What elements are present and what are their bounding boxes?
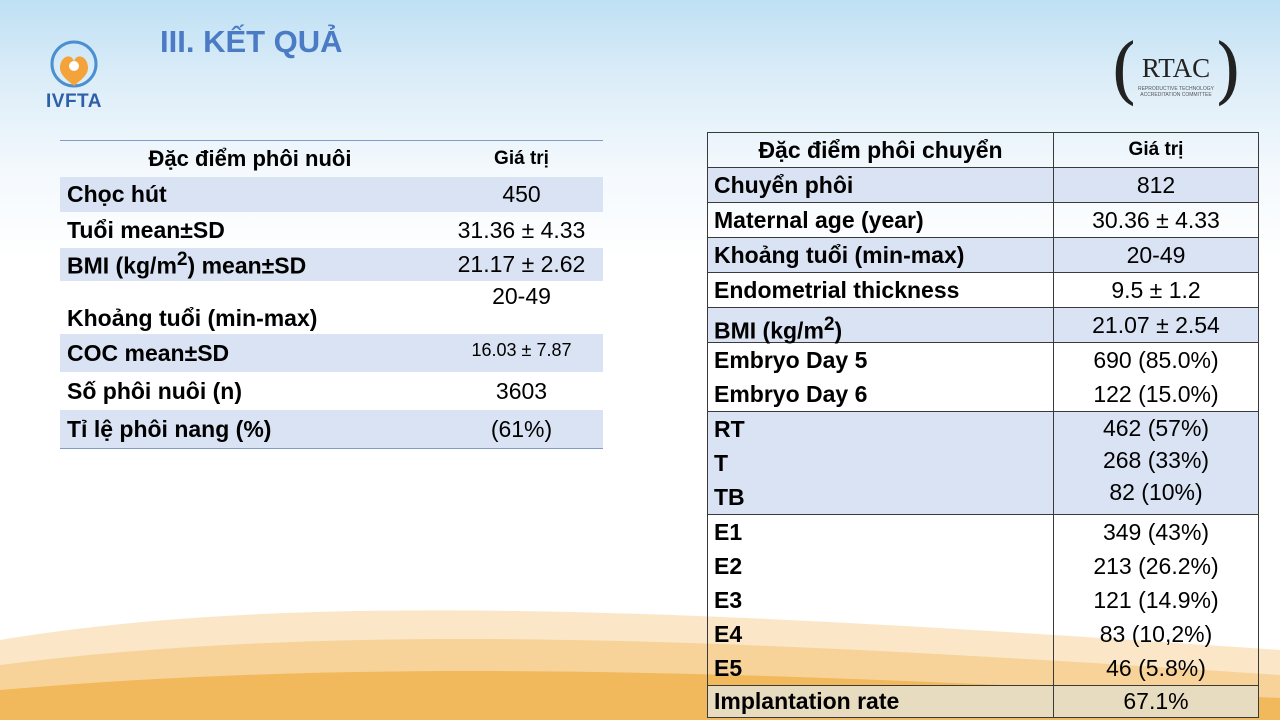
row-label: BMI $(kg/m^2)$ (708, 308, 1054, 343)
row-value: 30.36 ± 4.33 (1054, 203, 1259, 238)
row-label: Tỉ lệ phôi nang (%) (67, 415, 272, 442)
row-label: Implantation rate (708, 686, 1054, 718)
table-header-row (60, 141, 603, 177)
row-label: Khoảng tuổi (min-max) (67, 305, 318, 331)
page-title: III. KẾT QUẢ (160, 24, 343, 59)
table-row (708, 273, 1259, 308)
row-label: Chọc hút (67, 181, 167, 207)
table-row (60, 177, 603, 212)
table-row (60, 281, 603, 334)
row-value: 9.5 ± 1.2 (1054, 273, 1259, 308)
header-value: Giá trị (494, 148, 549, 169)
row-value: 812 (1054, 168, 1259, 203)
transferred-embryo-table (707, 132, 1259, 718)
header-value: Giá trị (1054, 133, 1259, 168)
rtac-subtitle: REPRODUCTIVE TECHNOLOGY ACCREDITATION COMMITTEE (1137, 86, 1215, 98)
header-label: Đặc điểm phôi nuôi (148, 146, 352, 171)
row-value: 3603 (495, 377, 548, 404)
table-row (708, 168, 1259, 203)
table-row (708, 238, 1259, 273)
table-row (60, 410, 603, 448)
row-label: Embryo Day 5 Embryo Day 6 (708, 343, 1054, 412)
table-row (708, 412, 1259, 515)
row-value: (61%) (490, 415, 553, 442)
row-label: Endometrial thickness (708, 273, 1054, 308)
rtac-right-bracket-icon: ) (1214, 28, 1243, 112)
table-row (708, 308, 1259, 343)
row-label: BMI $(kg/m^2)$ mean±SD (67, 249, 307, 279)
row-value: 31.36 ± 4.33 (457, 216, 586, 243)
rtac-wordmark: RTAC (1141, 53, 1211, 83)
row-value: 16.03 ± 7.87 (471, 340, 572, 360)
row-value: 21.17 ± 2.62 (457, 251, 586, 277)
ivfta-wordmark: IVFTA (46, 91, 102, 112)
row-value: 450 (502, 181, 541, 207)
row-label: COC mean±SD (67, 339, 230, 366)
row-label: E1 E2 E3 E4 E5 (708, 515, 1054, 686)
row-value: 462 (57%) 268 (33%) 82 (10%) (1054, 412, 1259, 515)
table-header-row (708, 133, 1259, 168)
rtac-logo (1110, 28, 1243, 120)
row-label: RT T TB (708, 412, 1054, 515)
table-row (708, 203, 1259, 238)
row-value: 20-49 (492, 283, 551, 309)
row-label: Số phôi nuôi (n) (67, 377, 243, 404)
row-label: Maternal age (year) (708, 203, 1054, 238)
row-label: Tuổi mean±SD (67, 216, 225, 243)
row-value: 67.1% (1054, 686, 1259, 718)
table-row (60, 372, 603, 410)
table-row (60, 212, 603, 248)
ivfta-emblem-icon (38, 38, 110, 90)
row-value: 349 (43%) 213 (26.2%) 121 (14.9%) 83 (10,2%) 46 (5.8%) (1054, 515, 1259, 686)
row-value: 21.07 ± 2.54 (1054, 308, 1259, 343)
header-label: Đặc điểm phôi chuyển (708, 133, 1054, 168)
cultured-embryo-table (60, 140, 603, 449)
row-label: Chuyển phôi (708, 168, 1054, 203)
table-row (708, 686, 1259, 718)
row-value: 690 (85.0%) 122 (15.0%) (1054, 343, 1259, 412)
table-row (60, 248, 603, 281)
table-row (708, 343, 1259, 412)
table-row (60, 334, 603, 372)
table-row (708, 515, 1259, 686)
ivfta-logo (38, 38, 110, 116)
row-label: Khoảng tuổi (min-max) (708, 238, 1054, 273)
row-value: 20-49 (1054, 238, 1259, 273)
rtac-left-bracket-icon: ( (1110, 28, 1139, 112)
